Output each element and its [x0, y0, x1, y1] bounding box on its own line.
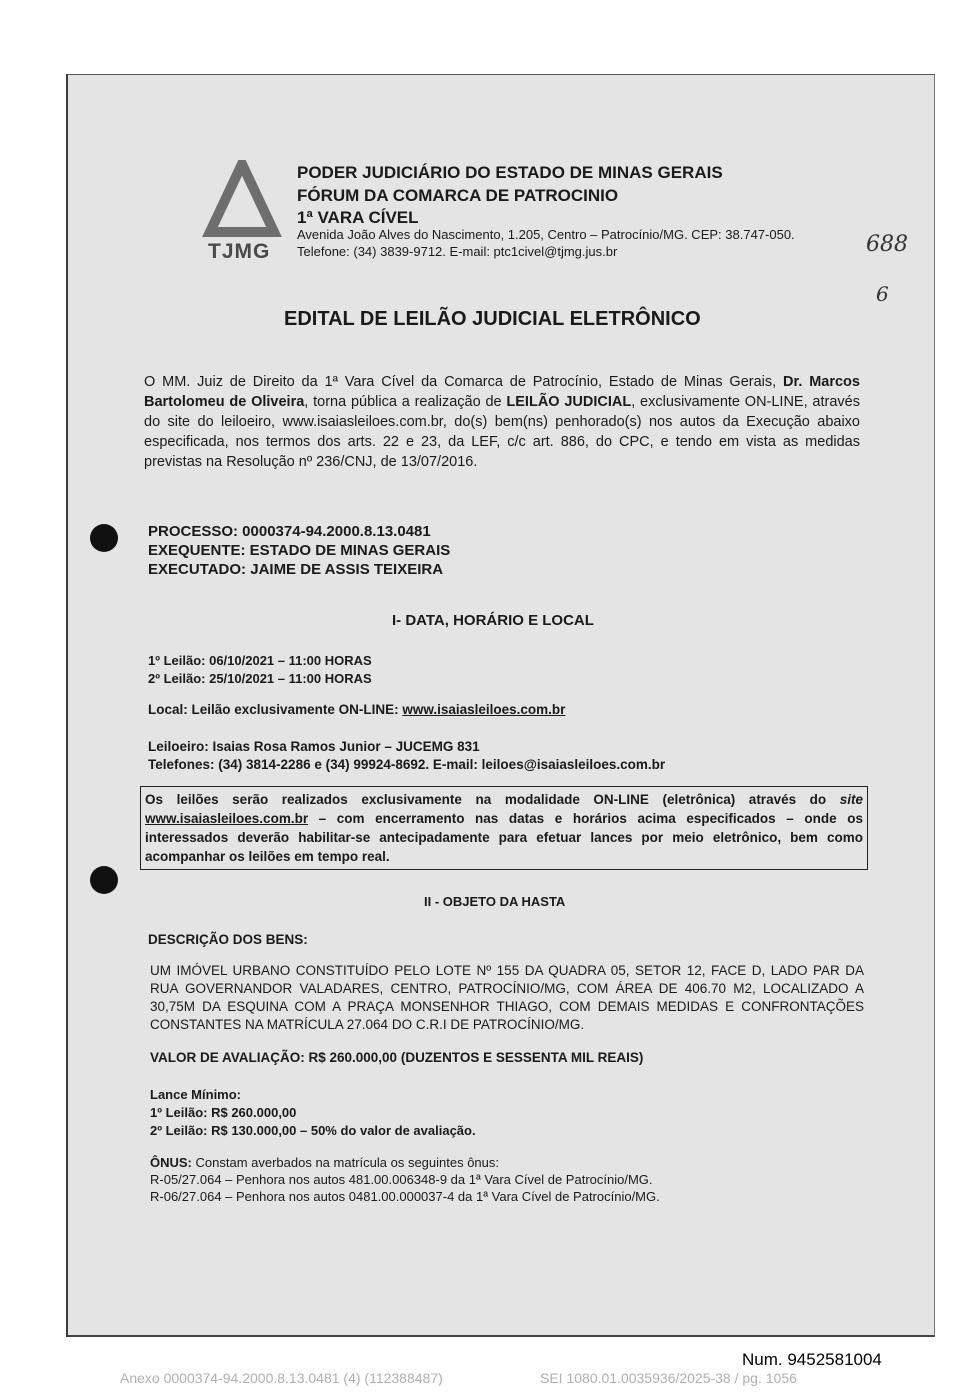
online-auction-notice [140, 786, 868, 870]
auctioneer-contacts: Telefones: (34) 3814-2286 e (34) 99924-8692. E-mail: leiloes@isaiasleiloes.com.br [148, 757, 666, 772]
handwritten-page-number: 688 [866, 232, 908, 257]
auction-location [148, 702, 565, 717]
header-court: PODER JUDICIÁRIO DO ESTADO DE MINAS GERAIS [297, 163, 723, 182]
intro-text-3: , exclusivamente ON-LINE, através do site do leiloeiro, www.isaiasleiloes.com.br, do(s) bem(ns) penhorado(s) nos autos da Execução abaixo especificada, nos termos dos arts. 22 e 23, da LEF, c/c art. 886, do CPC, e tendo em vista as medidas previstas na Resolução nº 236/CNJ, de 13/07/2016. [144, 394, 860, 470]
judge-name: Dr. Marcos Bartolomeu de Oliveira [144, 374, 860, 410]
first-auction-date: 1º Leilão: 06/10/2021 – 11:00 HORAS [148, 653, 372, 668]
encumbrances-intro: Constam averbados na matrícula os seguintes ônus: [191, 1155, 500, 1170]
intro-text-1: O MM. Juiz de Direito da 1ª Vara Cível da Comarca de Patrocínio, Estado de Minas Gerais, [144, 374, 784, 390]
minimum-bid-second: 2º Leilão: R$ 130.000,00 – 50% do valor de avaliação. [150, 1123, 476, 1138]
document-title: EDITAL DE LEILÃO JUDICIAL ELETRÔNICO [284, 308, 701, 330]
auctioneer-info [148, 738, 665, 774]
encumbrances [150, 1154, 660, 1205]
exequente: EXEQUENTE: ESTADO DE MINAS GERAIS [148, 542, 451, 559]
header-vara: 1ª VARA CÍVEL [297, 208, 419, 227]
minimum-bid [150, 1086, 476, 1140]
notice-text-1: Os leilões serão realizados exclusivamente na modalidade ON-LINE (eletrônica) através do [145, 792, 840, 807]
appraisal-value: VALOR DE AVALIAÇÃO: R$ 260.000,00 (DUZENTOS E SESSENTA MIL REAIS) [150, 1050, 644, 1065]
auction-site-link[interactable]: www.isaiasleiloes.com.br [402, 702, 566, 717]
header-forum: FÓRUM DA COMARCA DE PATROCINIO [297, 186, 619, 205]
annex-reference: Anexo 0000374-94.2000.8.13.0481 (4) (112388487) [120, 1370, 443, 1386]
process-number: PROCESSO: 0000374-94.2000.8.13.0481 [148, 523, 431, 540]
intro-text-2: , torna pública a realização de [304, 394, 507, 410]
sei-reference: SEI 1080.01.0035936/2025-38 / pg. 1056 [540, 1370, 797, 1386]
notice-site-link[interactable]: www.isaiasleiloes.com.br [145, 811, 309, 826]
minimum-bid-label: Lance Mínimo: [150, 1087, 242, 1102]
property-description: UM IMÓVEL URBANO CONSTITUÍDO PELO LOTE Nº 155 DA QUADRA 05, SETOR 12, FACE D, LADO PAR DA RUA GOVERNANDOR VALADARES, CENTRO, PATROCÍNIO/MG, COM ÁREA DE 406.70 M2, LOCALIZADO A 30,75M DA ESQUINA COM A PRAÇA MONSENHOR THIAGO, COM DEMAIS MEDIDAS E CONFRONTAÇÕES CONSTANTES NA MATRÍCULA 27.064 DO C.R.I DE PATROCÍNIO/MG. [150, 963, 864, 1032]
second-auction-date: 2º Leilão: 25/10/2021 – 11:00 HORAS [148, 671, 372, 686]
encumbrance-item: R-06/27.064 – Penhora nos autos 0481.00.000037-4 da 1ª Vara Cível de Patrocínio/MG. [150, 1189, 660, 1204]
minimum-bid-first: 1º Leilão: R$ 260.000,00 [150, 1105, 297, 1120]
document-number: Num. 9452581004 [742, 1350, 882, 1369]
auctioneer-name: Leiloeiro: Isaias Rosa Ramos Junior – JUCEMG 831 [148, 739, 480, 754]
encumbrance-item: R-05/27.064 – Penhora nos autos 481.00.006348-9 da 1ª Vara Cível de Patrocínio/MG. [150, 1172, 653, 1187]
notice-site-word: site [839, 792, 863, 807]
handwritten-mark: 6 [876, 282, 889, 306]
punch-hole [90, 524, 118, 552]
auction-type: LEILÃO JUDICIAL [506, 394, 632, 410]
intro-paragraph [144, 372, 860, 472]
location-label: Local: Leilão exclusivamente ON-LINE: [148, 702, 403, 717]
logo-text: TJMG [208, 240, 271, 263]
process-info [148, 522, 450, 579]
description-label: DESCRIÇÃO DOS BENS: [148, 932, 308, 947]
section-heading-object: II - OBJETO DA HASTA [424, 894, 566, 909]
executado: EXECUTADO: JAIME DE ASSIS TEIXEIRA [148, 561, 444, 578]
auction-dates [148, 652, 372, 688]
encumbrances-label: ÔNUS: [150, 1155, 192, 1170]
section-heading-date: I- DATA, HORÁRIO E LOCAL [392, 612, 594, 629]
punch-hole [90, 866, 118, 894]
notice-text-2: – com encerramento nas datas e horários acima especificados – onde os interessados deverão habilitar-se antecipadamente para efetuar lances por meio eletrônico, bem como acompanhar os leilões em tempo real. [145, 811, 863, 864]
header-address: Avenida João Alves do Nascimento, 1.205, Centro – Patrocínio/MG. CEP: 38.747-050. Telefone: (34) 3839-9712. E-mail: ptc1civel@tjmg.jus.br [297, 227, 795, 259]
